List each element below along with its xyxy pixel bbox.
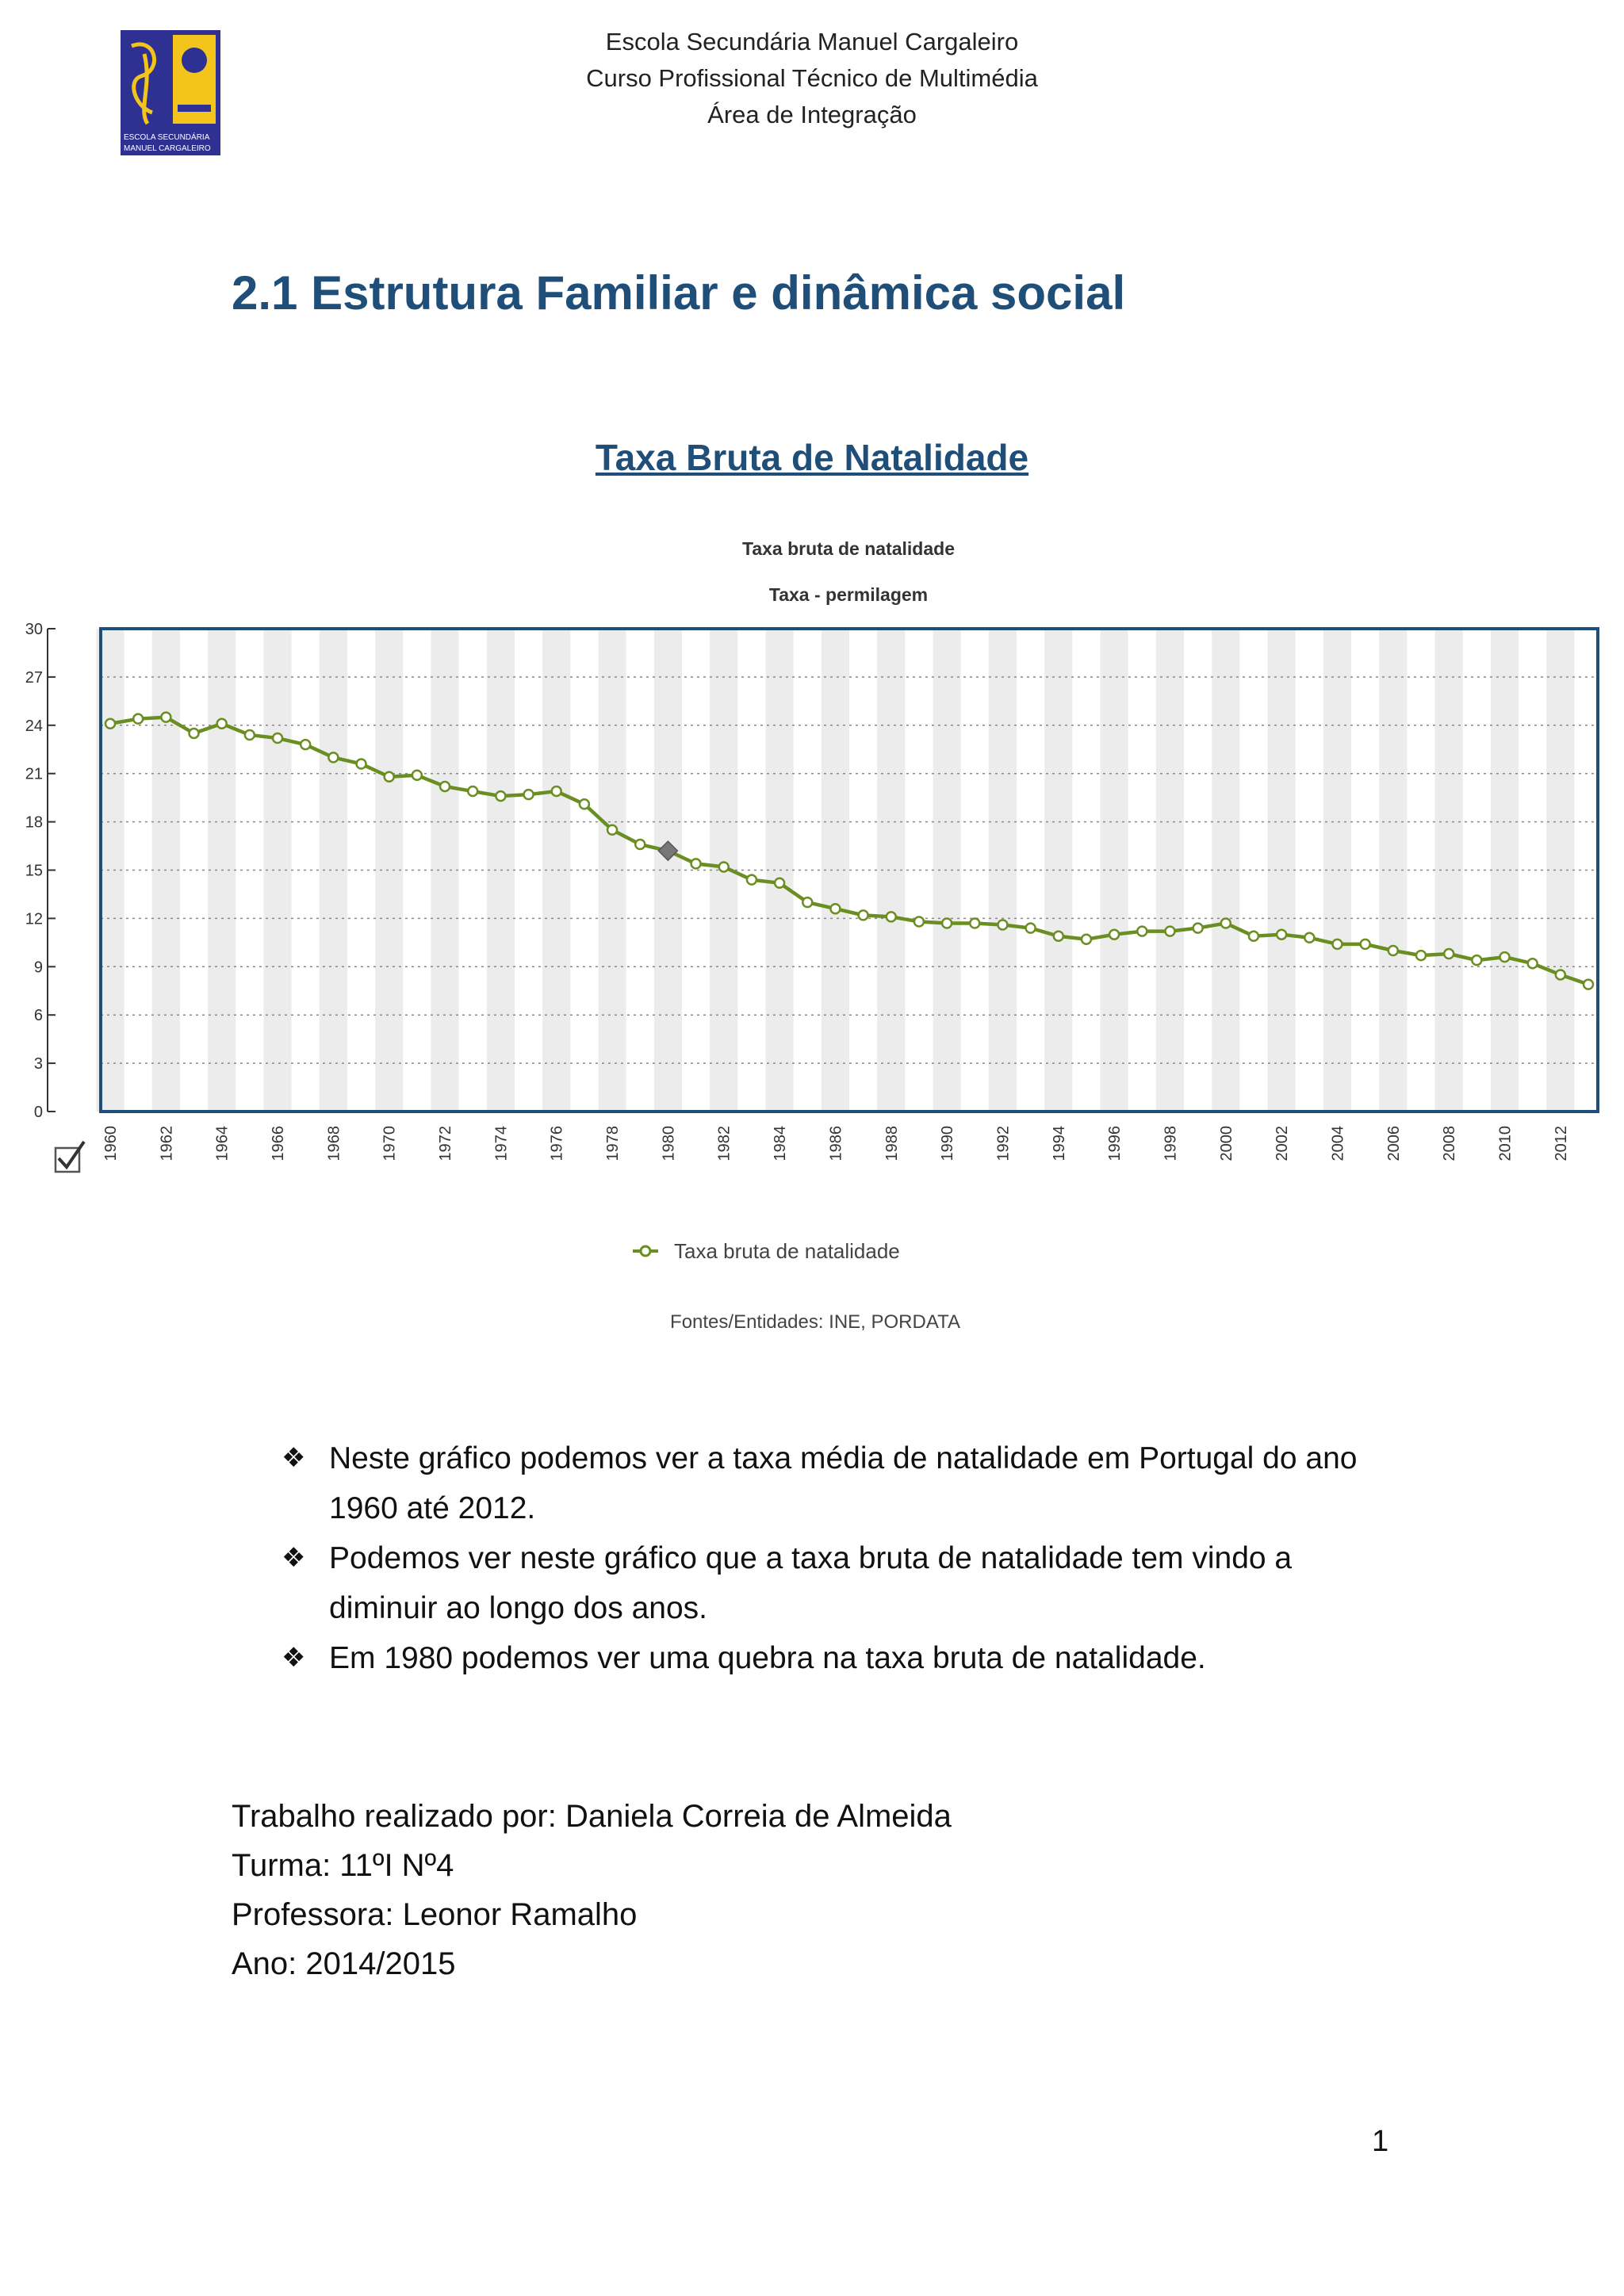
x-tick-label: 1972 <box>437 1126 455 1161</box>
data-point <box>691 859 701 868</box>
x-tick-label: 2012 <box>1552 1126 1570 1161</box>
section-title: 2.1 Estrutura Familiar e dinâmica social <box>232 266 1126 320</box>
data-point <box>942 918 952 928</box>
x-tick-label: 1984 <box>772 1126 790 1161</box>
y-tick-label: 3 <box>33 1055 43 1073</box>
data-point <box>1054 932 1063 941</box>
x-tick-label: 2010 <box>1496 1126 1515 1161</box>
bullet-text: Neste gráfico podemos ver a taxa média de natalidade em Portugal do ano 1960 até 2012. <box>329 1441 1358 1525</box>
bullet-text: Podemos ver neste gráfico que a taxa bruta de natalidade tem vindo a diminuir ao longo dos anos. <box>329 1541 1293 1625</box>
data-point <box>580 799 589 809</box>
data-point <box>1361 939 1370 949</box>
data-point <box>133 714 143 724</box>
page-number: 1 <box>1372 2125 1389 2158</box>
x-tick-label: 2004 <box>1329 1126 1347 1161</box>
chart-source-note: Fontes/Entidades: INE, PORDATA <box>670 1311 960 1333</box>
y-tick-label: 15 <box>25 862 43 880</box>
logo-text-line2: MANUEL CARGALEIRO <box>124 144 211 153</box>
birth-rate-chart <box>0 523 1624 1348</box>
data-point <box>161 713 170 722</box>
list-item <box>282 1433 1376 1533</box>
x-tick-label: 1970 <box>381 1126 399 1161</box>
credits-block <box>232 1792 952 1988</box>
data-point <box>524 790 534 799</box>
year-line: Ano: 2014/2015 <box>232 1946 456 1981</box>
data-point <box>273 733 282 743</box>
data-point <box>1221 918 1231 928</box>
y-tick-label: 24 <box>25 717 43 735</box>
diamond-bullet-icon: ❖ <box>282 1543 306 1573</box>
author-line: Trabalho realizado por: Daniela Correia de Almeida <box>232 1799 952 1834</box>
x-tick-label: 1968 <box>325 1126 343 1161</box>
data-point <box>440 782 450 791</box>
list-item <box>282 1633 1376 1683</box>
x-tick-label: 2008 <box>1441 1126 1459 1161</box>
data-point <box>859 910 868 920</box>
data-point <box>970 918 979 928</box>
data-point <box>1500 952 1509 962</box>
x-tick-label: 2002 <box>1274 1126 1292 1161</box>
data-point <box>1277 930 1286 939</box>
data-point <box>719 862 729 871</box>
data-point <box>1137 927 1147 936</box>
observations-list <box>282 1433 1376 1683</box>
y-tick-label: 0 <box>33 1104 43 1121</box>
x-tick-label: 1976 <box>548 1126 566 1161</box>
x-tick-label: 1992 <box>994 1126 1013 1161</box>
data-point <box>607 825 617 835</box>
legend-label[interactable]: Taxa bruta de natalidade <box>674 1239 900 1263</box>
x-tick-label: 1986 <box>827 1126 845 1161</box>
data-point <box>747 875 756 885</box>
logo-text-line1: ESCOLA SECUNDÁRIA <box>124 133 210 142</box>
chart-band <box>933 629 961 1112</box>
data-point <box>1193 924 1203 933</box>
subject-area: Área de Integração <box>707 101 917 128</box>
x-tick-label: 1974 <box>492 1126 511 1161</box>
data-point <box>887 912 896 921</box>
teacher-line: Professora: Leonor Ramalho <box>232 1897 638 1932</box>
chart-band <box>1044 629 1072 1112</box>
data-point <box>830 904 840 913</box>
chart-band <box>1323 629 1351 1112</box>
x-tick-label: 2000 <box>1217 1126 1235 1161</box>
chart-heading: Taxa Bruta de Natalidade <box>595 437 1029 478</box>
data-point <box>775 878 784 888</box>
diamond-bullet-icon: ❖ <box>282 1643 306 1673</box>
data-point <box>1165 927 1174 936</box>
data-point <box>1332 939 1342 949</box>
course-name: Curso Profissional Técnico de Multimédia <box>586 64 1038 92</box>
y-tick-label: 27 <box>25 668 43 687</box>
y-tick-label: 30 <box>25 621 43 638</box>
x-tick-label: 2006 <box>1385 1126 1403 1161</box>
data-point <box>1556 970 1565 979</box>
chart-title: Taxa bruta de natalidade <box>742 538 955 559</box>
data-point <box>552 786 561 796</box>
x-tick-label: 1990 <box>939 1126 957 1161</box>
x-tick-label: 1978 <box>604 1126 622 1161</box>
data-point <box>1472 955 1481 965</box>
data-point <box>190 729 199 738</box>
data-point <box>1109 930 1119 939</box>
data-point <box>1584 980 1593 989</box>
legend-select-checkbox[interactable] <box>56 1142 84 1172</box>
x-tick-label: 1996 <box>1106 1126 1124 1161</box>
data-point <box>496 791 505 801</box>
data-point <box>105 719 115 729</box>
data-point <box>802 897 812 907</box>
x-tick-label: 1960 <box>102 1126 120 1161</box>
y-tick-label: 18 <box>25 813 43 832</box>
data-point <box>1304 933 1314 943</box>
data-point <box>301 740 310 749</box>
data-point <box>1388 946 1398 955</box>
chart-band <box>654 629 682 1112</box>
x-tick-label: 1962 <box>158 1126 176 1161</box>
x-tick-label: 1966 <box>270 1126 288 1161</box>
class-line: Turma: 11ºI Nº4 <box>232 1848 454 1883</box>
data-point <box>1082 935 1091 944</box>
data-point <box>385 772 394 782</box>
diamond-bullet-icon: ❖ <box>282 1443 306 1473</box>
data-point <box>1528 959 1538 968</box>
x-tick-label: 1988 <box>883 1126 901 1161</box>
y-tick-label: 9 <box>33 959 43 977</box>
data-point <box>914 916 924 926</box>
data-point <box>217 719 227 729</box>
data-point <box>1026 924 1036 933</box>
y-tick-label: 6 <box>33 1007 43 1025</box>
y-axis <box>25 621 56 1121</box>
data-point <box>1444 949 1454 959</box>
x-tick-label: 1980 <box>660 1126 678 1161</box>
list-item <box>282 1533 1376 1633</box>
data-point <box>1416 951 1426 960</box>
data-point <box>328 752 338 762</box>
bullet-text: Em 1980 podemos ver uma quebra na taxa bruta de natalidade. <box>329 1641 1206 1675</box>
x-tick-label: 1964 <box>213 1126 232 1161</box>
y-tick-label: 12 <box>25 910 43 928</box>
data-point <box>357 760 366 769</box>
chart-legend[interactable] <box>633 1239 900 1263</box>
data-point <box>635 840 645 849</box>
document-header <box>0 24 1624 133</box>
data-point <box>998 920 1007 930</box>
data-point <box>1249 932 1258 941</box>
x-axis <box>102 1126 1570 1161</box>
y-tick-label: 21 <box>25 765 43 783</box>
chart-bands <box>96 629 1598 1112</box>
data-point <box>245 730 255 740</box>
legend-marker <box>641 1246 650 1256</box>
data-point <box>468 786 477 796</box>
x-tick-label: 1994 <box>1050 1126 1068 1161</box>
chart-subtitle: Taxa - permilagem <box>768 584 929 605</box>
x-tick-label: 1998 <box>1162 1126 1180 1161</box>
data-point <box>412 771 422 780</box>
x-tick-label: 1982 <box>715 1126 733 1161</box>
school-name: Escola Secundária Manuel Cargaleiro <box>605 28 1019 55</box>
school-logo-icon <box>121 30 220 155</box>
